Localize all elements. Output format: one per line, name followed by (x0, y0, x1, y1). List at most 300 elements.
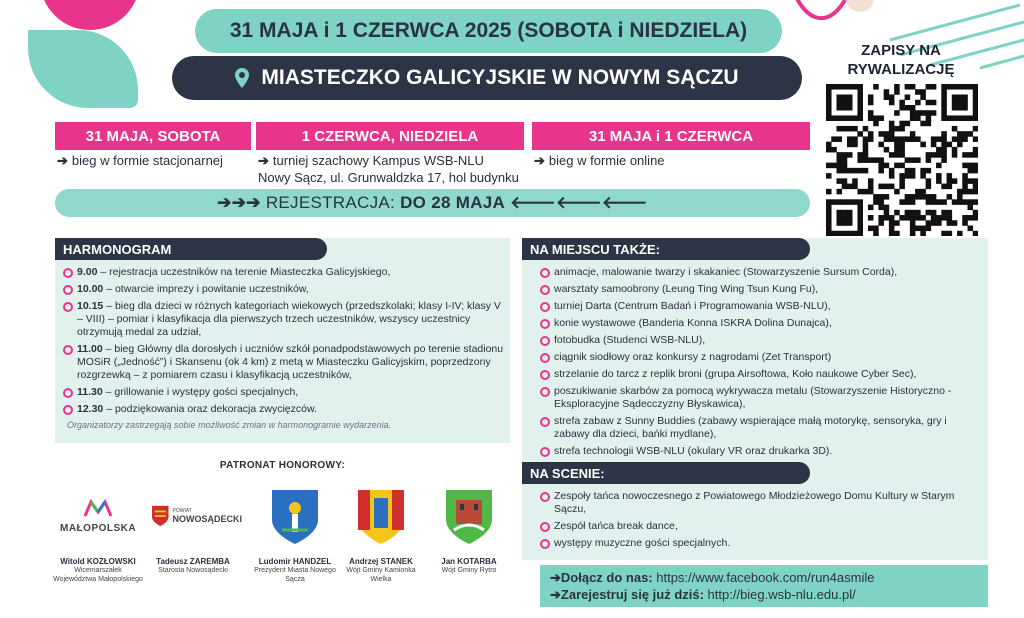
qr-module (926, 194, 932, 200)
qr-module (968, 168, 974, 174)
qr-module (931, 136, 937, 142)
qr-module (836, 115, 842, 121)
list-item: występy muzyczne gości specjalnych. (536, 537, 982, 550)
schedule-text: – rejestracja uczestników na terenie Miasteczka Galicyjskiego, (97, 266, 391, 278)
qr-module (899, 126, 905, 132)
qr-module (847, 199, 853, 205)
qr-module (910, 215, 916, 221)
qr-module (826, 173, 832, 179)
qr-caption-line2: RYWALIZACJĘ (847, 61, 955, 78)
schedule-time: 11.30 (77, 386, 103, 398)
day3-desc-row (534, 152, 804, 169)
arrow-icon: ➔ (57, 153, 68, 168)
qr-module (936, 173, 942, 179)
qr-module (952, 220, 958, 226)
list-item: konie wystawowe (Banderia Konna ISKRA Dolina Dunajca), (536, 317, 982, 330)
qr-module (842, 157, 848, 163)
qr-module (957, 84, 963, 90)
patron-role: Starosta Nowosądecki (158, 567, 228, 574)
qr-module (836, 136, 842, 142)
qr-module (863, 136, 869, 142)
qr-module (926, 157, 932, 163)
qr-module (926, 152, 932, 158)
qr-module (947, 220, 953, 226)
qr-module (889, 215, 895, 221)
qr-module (968, 205, 974, 211)
qr-module (884, 147, 890, 153)
qr-module (957, 105, 963, 111)
qr-module (852, 231, 858, 236)
facebook-link[interactable]: https://www.facebook.com/run4asmile (652, 570, 875, 585)
qr-module (973, 152, 978, 158)
qr-module (973, 210, 978, 216)
qr-module (936, 199, 942, 205)
qr-module (962, 84, 968, 90)
qr-module (826, 220, 832, 226)
qr-module (842, 231, 848, 236)
qr-module (863, 152, 869, 158)
qr-module (968, 84, 974, 90)
qr-module (973, 136, 978, 142)
schedule-panel (55, 238, 510, 443)
qr-module (894, 189, 900, 195)
qr-module (952, 199, 958, 205)
schedule-time: 12.30 (77, 403, 104, 415)
qr-module (941, 110, 947, 116)
qr-module (910, 157, 916, 163)
rytro-coat-of-arms-icon (446, 490, 492, 544)
schedule-time: 11.00 (77, 343, 103, 355)
qr-module (952, 152, 958, 158)
qr-module (868, 215, 874, 221)
schedule-text: – otwarcie imprezy i powitanie uczestników, (103, 283, 309, 295)
decor-pink-blob (40, 0, 140, 30)
qr-module (947, 210, 953, 216)
qr-module (926, 220, 932, 226)
qr-module (957, 136, 963, 142)
qr-module (873, 194, 879, 200)
qr-module (920, 121, 926, 127)
qr-module (973, 94, 978, 100)
qr-module (947, 142, 953, 148)
qr-module (842, 178, 848, 184)
qr-module (857, 210, 863, 216)
qr-module (968, 131, 974, 137)
qr-module (836, 105, 842, 111)
qr-module (905, 121, 911, 127)
qr-module (931, 210, 937, 216)
qr-module (857, 131, 863, 137)
schedule-item (59, 403, 504, 416)
patron-2 (148, 553, 238, 575)
qr-module (847, 168, 853, 174)
qr-module (842, 199, 848, 205)
qr-module (847, 115, 853, 121)
qr-module (847, 105, 853, 111)
qr-module (836, 94, 842, 100)
qr-module (952, 115, 958, 121)
qr-module (920, 226, 926, 232)
qr-module (826, 89, 832, 95)
day3-title: 31 MAJA i 1 CZERWCA (588, 127, 754, 145)
qr-module (842, 126, 848, 132)
qr-module (831, 163, 837, 169)
malopolska-wordmark: MAŁOPOLSKA (60, 523, 137, 534)
qr-caption-line1: ZAPISY NA (861, 42, 941, 59)
qr-module (884, 215, 890, 221)
day2-title: 1 CZERWCA, NIEDZIELA (301, 127, 479, 145)
qr-module (836, 189, 842, 195)
qr-module (920, 94, 926, 100)
qr-module (941, 147, 947, 153)
qr-module (899, 215, 905, 221)
nowy-sacz-coat-of-arms-icon (272, 490, 318, 544)
schedule-item (59, 386, 504, 399)
qr-module (884, 89, 890, 95)
qr-module (910, 220, 916, 226)
qr-module (899, 142, 905, 148)
qr-module (920, 142, 926, 148)
qr-module (836, 220, 842, 226)
schedule-item (59, 266, 504, 279)
qr-module (931, 84, 937, 90)
qr-module (847, 184, 853, 190)
qr-module (842, 152, 848, 158)
qr-module (936, 136, 942, 142)
arrow-icon: ➔ (534, 153, 545, 168)
qr-module (884, 94, 890, 100)
qr-module (905, 94, 911, 100)
day1-title: 31 MAJA, SOBOTA (85, 127, 221, 145)
qr-module (868, 94, 874, 100)
qr-module (926, 115, 932, 121)
qr-module (847, 142, 853, 148)
qr-module (905, 215, 911, 221)
qr-module (941, 184, 947, 190)
day1-desc-row (57, 152, 257, 169)
qr-module (931, 110, 937, 116)
list-item: strzelanie do tarcz z replik broni (grupa Airsoftowa, Koło naukowe Cyber Sec), (536, 368, 982, 381)
qr-module (826, 147, 832, 153)
qr-module (936, 215, 942, 221)
qr-module (873, 115, 879, 121)
qr-module (847, 126, 853, 132)
qr-module (941, 231, 947, 236)
qr-module (894, 89, 900, 95)
qr-module (836, 199, 842, 205)
qr-module (968, 115, 974, 121)
qr-module (836, 231, 842, 236)
patron-role: Wójt Gminy Rytro (441, 567, 497, 574)
qr-module (894, 220, 900, 226)
qr-module (926, 184, 932, 190)
qr-module (852, 142, 858, 148)
qr-module (910, 105, 916, 111)
qr-module (831, 199, 837, 205)
qr-module (842, 100, 848, 106)
event-place-banner (172, 56, 802, 100)
patron-role: Wójt Gminy Kamionka Wielka (346, 567, 416, 583)
qr-module (857, 89, 863, 95)
qr-module (868, 110, 874, 116)
day3-desc: bieg w formie online (548, 153, 665, 168)
qr-module (831, 115, 837, 121)
qr-module (973, 89, 978, 95)
qr-module (852, 178, 858, 184)
qr-module (847, 220, 853, 226)
qr-module (952, 126, 958, 132)
qr-module (957, 142, 963, 148)
qr-module (962, 152, 968, 158)
event-dates: 31 MAJA i 1 CZERWCA 2025 (SOBOTA i NIEDZIELA) (229, 19, 748, 42)
qr-module (957, 189, 963, 195)
qr-module (878, 115, 884, 121)
qr-module (889, 168, 895, 174)
qr-module (889, 100, 895, 106)
qr-module (889, 136, 895, 142)
registration-qr-code[interactable] (826, 84, 978, 236)
qr-module (836, 178, 842, 184)
qr-module (826, 199, 832, 205)
qr-module (884, 131, 890, 137)
qr-module (931, 215, 937, 221)
qr-module (899, 147, 905, 153)
qr-module (878, 205, 884, 211)
qr-module (899, 163, 905, 169)
schedule-text: – podziękowania oraz dekoracja zwycięzców. (103, 403, 317, 415)
registration-deadline: DO 28 MAJA (400, 193, 506, 212)
facebook-link-row[interactable] (550, 569, 978, 586)
qr-module (936, 163, 942, 169)
qr-module (952, 147, 958, 153)
qr-module (915, 194, 921, 200)
qr-module (962, 215, 968, 221)
patron-name: Andrzej STANEK (349, 557, 413, 566)
qr-module (941, 210, 947, 216)
qr-module (968, 189, 974, 195)
qr-module (910, 210, 916, 216)
qr-module (889, 152, 895, 158)
qr-module (962, 115, 968, 121)
qr-caption (836, 41, 966, 79)
qr-module (941, 94, 947, 100)
qr-module (826, 231, 832, 236)
qr-module (957, 94, 963, 100)
day3-header (532, 122, 810, 150)
location-pin-icon (235, 68, 249, 88)
qr-module (910, 110, 916, 116)
qr-module (847, 136, 853, 142)
qr-module (905, 136, 911, 142)
qr-module (920, 194, 926, 200)
qr-module (826, 142, 832, 148)
qr-module (936, 152, 942, 158)
qr-module (836, 157, 842, 163)
qr-module (873, 157, 879, 163)
qr-module (868, 136, 874, 142)
qr-module (878, 142, 884, 148)
powiat-logo (152, 505, 242, 527)
qr-module (878, 131, 884, 137)
qr-module (868, 157, 874, 163)
schedule-note: Organizatorzy zastrzegają sobie możliwość zmian w harmonogramie wydarzenia. (67, 420, 392, 430)
qr-module (973, 100, 978, 106)
qr-module (947, 231, 953, 236)
qr-module (936, 147, 942, 153)
qr-module (899, 121, 905, 127)
qr-module (899, 105, 905, 111)
qr-module (863, 189, 869, 195)
schedule-time: 10.15 (77, 300, 104, 312)
qr-module (947, 194, 953, 200)
qr-module (962, 220, 968, 226)
qr-module (899, 184, 905, 190)
qr-module (968, 215, 974, 221)
qr-module (857, 215, 863, 221)
qr-module (826, 215, 832, 221)
qr-module (831, 231, 837, 236)
qr-module (962, 131, 968, 137)
qr-module (857, 220, 863, 226)
qr-module (857, 115, 863, 121)
list-item: ciągnik siodłowy oraz konkursy z nagrodami (Zet Transport) (536, 351, 982, 364)
qr-module (842, 115, 848, 121)
qr-module (968, 226, 974, 232)
qr-module (868, 115, 874, 121)
qr-module (826, 115, 832, 121)
qr-module (857, 226, 863, 232)
qr-module (836, 215, 842, 221)
qr-module (962, 100, 968, 106)
qr-module (910, 115, 916, 121)
qr-module (905, 168, 911, 174)
qr-module (931, 152, 937, 158)
qr-module (957, 115, 963, 121)
qr-module (884, 184, 890, 190)
qr-module (863, 168, 869, 174)
qr-module (973, 178, 978, 184)
qr-module (847, 100, 853, 106)
qr-module (873, 121, 879, 127)
schedule-title: HARMONOGRAM (55, 238, 327, 260)
qr-module (910, 168, 916, 174)
qr-module (910, 131, 916, 137)
registration-label: REJESTRACJA: (265, 193, 396, 212)
qr-module (941, 131, 947, 137)
qr-module (973, 163, 978, 169)
qr-module (973, 168, 978, 174)
schedule-time: 10.00 (77, 283, 104, 295)
day1-desc: bieg w formie stacjonarnej (71, 153, 223, 168)
patron-name: Jan KOTARBA (441, 557, 497, 566)
qr-module (920, 189, 926, 195)
powiat-wordmark: NOWOSĄDECKI (172, 514, 242, 524)
qr-module (957, 131, 963, 137)
qr-module (878, 184, 884, 190)
qr-module (947, 84, 953, 90)
qr-module (852, 199, 858, 205)
day2-address: Nowy Sącz, ul. Grunwaldzka 17, hol budynku (258, 170, 519, 185)
qr-module (836, 210, 842, 216)
qr-module (868, 178, 874, 184)
qr-module (915, 210, 921, 216)
qr-module (873, 231, 879, 236)
qr-module (842, 215, 848, 221)
qr-module (941, 142, 947, 148)
powiat-crest-icon (152, 505, 169, 527)
qr-module (915, 215, 921, 221)
qr-module (894, 210, 900, 216)
qr-module (915, 157, 921, 163)
qr-module (910, 136, 916, 142)
qr-module (899, 152, 905, 158)
qr-module (941, 89, 947, 95)
qr-module (889, 226, 895, 232)
qr-module (889, 231, 895, 236)
qr-module (863, 147, 869, 153)
qr-module (826, 110, 832, 116)
register-link-row[interactable] (550, 586, 978, 603)
qr-module (941, 215, 947, 221)
qr-module (973, 147, 978, 153)
qr-module (852, 126, 858, 132)
patron-role: Wicemarszałek Województwa Małopolskiego (53, 567, 143, 583)
qr-module (941, 105, 947, 111)
qr-module (973, 126, 978, 132)
qr-module (857, 199, 863, 205)
qr-module (899, 136, 905, 142)
arrows-right-icon: ➔➔➔ (217, 193, 261, 212)
qr-module (926, 110, 932, 116)
qr-module (947, 184, 953, 190)
qr-module (894, 126, 900, 132)
qr-module (842, 84, 848, 90)
qr-module (905, 173, 911, 179)
qr-module (894, 84, 900, 90)
qr-module (952, 84, 958, 90)
qr-module (826, 189, 832, 195)
qr-module (863, 142, 869, 148)
qr-module (894, 110, 900, 116)
patron-3 (250, 553, 340, 584)
qr-module (915, 136, 921, 142)
qr-module (889, 173, 895, 179)
qr-module (910, 226, 916, 232)
day2-header (256, 122, 524, 150)
qr-module (873, 84, 879, 90)
qr-module (936, 220, 942, 226)
qr-module (889, 126, 895, 132)
qr-module (847, 152, 853, 158)
qr-module (910, 231, 916, 236)
qr-module (973, 115, 978, 121)
qr-module (931, 142, 937, 148)
qr-module (868, 100, 874, 106)
qr-module (831, 147, 837, 153)
qr-module (957, 194, 963, 200)
qr-module (952, 94, 958, 100)
schedule-text: – grillowanie i występy gości specjalnych, (102, 386, 299, 398)
qr-module (847, 94, 853, 100)
patron-role: Prezydent Miasta Nowego Sącza (254, 567, 336, 583)
qr-module (962, 173, 968, 179)
qr-module (920, 173, 926, 179)
patronage-title: PATRONAT HONOROWY: (219, 460, 346, 471)
qr-module (973, 84, 978, 90)
qr-module (873, 199, 879, 205)
register-link[interactable]: http://bieg.wsb-nlu.edu.pl/ (703, 587, 856, 602)
patron-name: Ludomir HANDZEL (258, 557, 332, 566)
